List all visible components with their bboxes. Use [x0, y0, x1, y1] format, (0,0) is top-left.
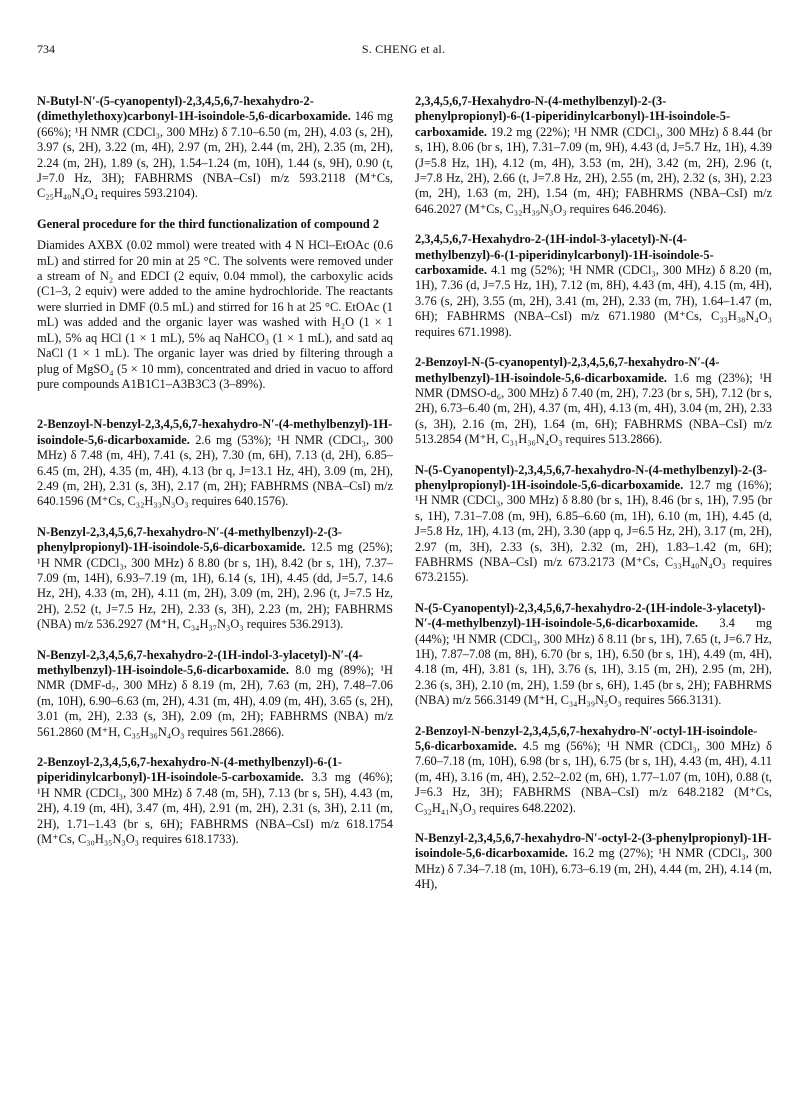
compound-entry [415, 831, 772, 893]
compound-name: N-Benzyl-2,3,4,5,6,7-hexahydro-N′-octyl-2-(3-phenylpropionyl)-1H-isoindole-5,6-dicarboxamide. [415, 831, 772, 861]
page-header [0, 42, 807, 58]
compound-entry [37, 755, 393, 847]
compound-name: 2-Benzoyl-N-(5-cyanopentyl)-2,3,4,5,6,7-hexahydro-N′-(4-methylbenzyl)-1H-isoindole-5,6-dicarboxamide. [415, 355, 720, 385]
compound-data: 2.6 mg (53%); ¹H NMR (CDCl₃, 300 MHz) δ 7.48 (m, 4H), 7.41 (s, 2H), 7.30 (m, 6H), 7.13 (d, 2H), 6.85–6.45 (m, 2H), 4.35 (m, 4H), 4.13 (br q, J=13.1 Hz, 4H), 3.09 (m, 2H), 2.49 (m, 2H), 2.31 (s, 3H), 2.17 (m, 2H); FABHRMS (NBA–CsI) m/z 640.1596 (M⁺Cs, C₃₂H₃₃N₃O₃ requires 640.1576). [37, 432, 393, 509]
compound-data: 19.2 mg (22%); ¹H NMR (CDCl₃, 300 MHz) δ 8.44 (br s, 1H), 8.06 (br s, 1H), 7.31–7.09 (m, 9H), 4.43 (d, J=5.7 Hz, 1H), 4.39 (J=5.8 Hz, 1H), 4.12 (m, 4H), 3.53 (m, 2H), 3.42 (m, 2H), 2.96 (t, J=7.8 Hz, 2H), 2.66 (t, J=7.8 Hz, 2H), 2.55 (m, 2H), 2.32 (s, 3H), 2.23 (m, 2H), 1.63 (m, 2H), 1.54 (m, 4H); FABHRMS (NBA–CsI) m/z 646.2027 (M⁺Cs, C₃₂H₃₉N₃O₃ requires 646.2046). [415, 124, 772, 216]
compound-data: 4.5 mg (56%); ¹H NMR (CDCl₃, 300 MHz) δ 7.60–7.18 (m, 10H), 6.98 (br s, 1H), 6.75 (br s, 1H), 4.43 (m, 4H), 4.11 (m, 4H), 3.16 (m, 4H), 2.52–2.02 (m, 6H), 1.77–1.07 (m, 10H), 0.88 (t, J=6.3 Hz, 3H); FABHRMS (NBA–CsI) m/z 648.2182 (M⁺Cs, C₃₂H₄₁N₃O₃ requires 648.2202). [415, 739, 772, 815]
compound-name: 2-Benzoyl-N-benzyl-2,3,4,5,6,7-hexahydro-N′-octyl-1H-isoindole-5,6-dicarboxamide. [415, 723, 758, 754]
compound-data: 3.3 mg (46%); ¹H NMR (CDCl₃, 300 MHz) δ 7.48 (m, 5H), 7.13 (br s, 5H), 4.43 (m, 2H), 4.19 (m, 4H), 3.47 (m, 4H), 2.91 (m, 2H), 2.31 (s, 3H), 2.11 (m, 2H), 1.71–1.43 (br s, 6H); FABHRMS (NBA–CsI) m/z 618.1754 (M⁺Cs, C₃₀H₃₅N₃O₃ requires 618.1733). [37, 770, 393, 847]
compound-entry [415, 463, 772, 586]
compound-data: 12.5 mg (25%); ¹H NMR (CDCl₃, 300 MHz) δ 8.80 (br s, 1H), 8.42 (br s, 1H), 7.37–7.09 (m, 14H), 6.93–7.19 (m, 1H), 6.14 (s, 1H), 4.45 (dd, J=5.7, 14.6 Hz, 2H), 4.33 (m, 2H), 4.11 (m, 2H), 3.09 (m, 2H), 2.96 (t, J=7.5 Hz, 2H), 2.52 (t, J=7.5 Hz, 2H), 2.33 (s, 3H), 2.23 (m, 2H); FABHRMS (NBA) m/z 536.2927 (M⁺H, C₃₄H₃₇N₃O₃ requires 536.2913). [37, 540, 393, 632]
compound-name: N-Butyl-N′-(5-cyanopentyl)-2,3,4,5,6,7-hexahydro-2-(dimethylethoxy)carbonyl-1H-isoindole-5,6-dicarboxamide. [37, 94, 351, 124]
compound-data: 8.0 mg (89%); ¹H NMR (DMF-d₇, 300 MHz) δ 8.19 (m, 2H), 7.63 (m, 2H), 7.48–7.06 (m, 10H), 6.90–6.63 (m, 2H), 4.31 (m, 4H), 4.09 (m, 4H), 3.65 (s, 2H), 3.01 (m, 2H), 2.33 (s, 3H), 2.09 (m, 2H); FABHRMS (NBA) m/z 561.2860 (M⁺H, C₃₅H₃₆N₄O₃ requires 561.2866). [37, 663, 393, 739]
running-head: S. CHENG et al. [361, 42, 446, 56]
compound-entry [415, 601, 772, 709]
compound-name: N-(5-Cyanopentyl)-2,3,4,5,6,7-hexahydro-2-(1H-indole-3-ylacetyl)-N′-(4-methylbenzyl)-1H-isoindole-5,6-dicarboxamide. [415, 600, 766, 631]
compound-name: N-Benzyl-2,3,4,5,6,7-hexahydro-2-(1H-indol-3-ylacetyl)-N′-(4-methylbenzyl)-1H-isoindole-5,6-dicarboxamide. [37, 647, 363, 677]
compound-name: N-(5-Cyanopentyl)-2,3,4,5,6,7-hexahydro-N-(4-methylbenzyl)-2-(3-phenylpropionyl)-1H-isoindole-5,6-dicarboxamide. [415, 462, 767, 492]
compound-name: 2-Benzoyl-2,3,4,5,6,7-hexahydro-N-(4-methylbenzyl)-6-(1-piperidinylcarbonyl)-1H-isoindole-5-carboxamide. [37, 755, 343, 785]
compound-entry [415, 232, 772, 340]
compound-data: 16.2 mg (27%); ¹H NMR (CDCl₃, 300 MHz) δ 7.34–7.18 (m, 10H), 6.73–6.19 (m, 2H), 4.44 (m, 2H), 4.14 (m, 4H), [415, 846, 772, 892]
compound-entry [37, 417, 393, 509]
section-heading: General procedure for the third functionalization of compound 2 [37, 216, 380, 231]
compound-name: N-Benzyl-2,3,4,5,6,7-hexahydro-N′-(4-methylbenzyl)-2-(3-phenylpropionyl)-1H-isoindole-5,6-dicarboxamide. [37, 524, 343, 555]
compound-data: 1.6 mg (23%); ¹H NMR (DMSO-d₆, 300 MHz) δ 7.40 (m, 2H), 7.23 (br s, 5H), 7.12 (br s, 2H), 6.73–6.40 (m, 2H), 4.37 (m, 4H), 4.13 (m, 4H), 3.04 (m, 2H), 2.33 (s, 3H), 2.16 (m, 2H), 1.64 (m, 6H); FABHRMS (NBA–CsI) m/z 513.2854 (M⁺H, C₃₁H₃₆N₄O₃ requires 513.2866). [415, 370, 772, 447]
compound-name: 2-Benzoyl-N-benzyl-2,3,4,5,6,7-hexahydro-N′-(4-methylbenzyl)-1H-isoindole-5,6-dicarboxamide. [37, 417, 393, 447]
compound-name: 2,3,4,5,6,7-Hexahydro-N-(4-methylbenzyl)-2-(3-phenylpropionyl)-6-(1-piperidinylcarbonyl)-1H-isoindole-5-carboxamide. [415, 94, 731, 139]
compound-entry [37, 94, 393, 202]
compound-data: 3.4 mg (44%); ¹H NMR (CDCl₃, 300 MHz) δ 8.11 (br s, 1H), 7.65 (t, J=6.7 Hz, 1H), 7.87–7.08 (m, 8H), 6.70 (br s, 1H), 6.50 (br s, 1H), 4.49 (m, 4H), 4.18 (m, 4H), 3.81 (s, 1H), 3.76 (s, 1H), 3.15 (m, 2H), 2.95 (m, 2H), 2.36 (s, 3H), 2.10 (m, 2H), 1.59 (br s, 6H), 1.45 (br s, 2H); FABHRMS (NBA) m/z 566.3149 (M⁺H, C₃₄H₃₉N₅O₃ requires 566.3131). [415, 616, 772, 708]
right-column [415, 94, 772, 908]
compound-entry [415, 724, 772, 816]
compound-data: 12.7 mg (16%); ¹H NMR (CDCl₃, 300 MHz) δ 8.80 (br s, 1H), 8.46 (br s, 1H), 7.95 (br s, 1H), 7.31–7.08 (m, 9H), 6.85–6.60 (m, 1H), 6.10 (m, 1H), 4.45 (d, J=5.8 Hz, 1H), 4.13 (m, 2H), 3.30 (app q, J=6.5 Hz, 2H), 3.17 (m, 2H), 2.97 (m, 3H), 2.33 (s, 3H), 2.32 (m, 2H), 1.83–1.42 (m, 6H); FABHRMS (NBA–CsI) m/z 673.2173 (M⁺Cs, C₃₃H₄₀N₄O₃ requires 673.2155). [415, 477, 772, 585]
compound-entry [37, 525, 393, 633]
procedure-text: Diamides AXBX (0.02 mmol) were treated with 4 N HCl–EtOAc (0.6 mL) and stirred for 20 min at 25 °C. The solvents were removed under a stream of N₂ and EDCI (2 equiv, 0.04 mmol), the carboxylic acids (C1–3, 2 equiv) were added to the amine hydrochloride. The reactants were slurried in DMF (0.5 mL) and stirred for 16 h at 25 °C. EtOAc (1 mL) was added and the organic layer was washed with H₂O (1 × 1 mL), 5% aq HCl (1 × 1 mL), 5% aq NaHCO₃ (1 × 1 mL), and satd aq NaCl (1 × 1 mL). The organic layer was dried by filtering through a plug of MgSO₄ (5 × 10 mm), concentrated and dried in vacuo to afford pure compounds A1B1C1–A3B3C3 (3–89%). [37, 238, 393, 391]
page-number: 734 [37, 42, 55, 56]
compound-name: 2,3,4,5,6,7-Hexahydro-2-(1H-indol-3-ylacetyl)-N-(4-methylbenzyl)-6-(1-piperidinylcarbonyl)-1H-isoindole-5-carboxamide. [415, 232, 714, 278]
compound-data: 4.1 mg (52%); ¹H NMR (CDCl₃, 300 MHz) δ 8.20 (m, 1H), 7.36 (d, J=7.5 Hz, 1H), 7.12 (m, 8H), 4.43 (m, 4H), 4.15 (m, 4H), 3.76 (s, 2H), 3.55 (m, 2H), 3.41 (m, 2H), 2.33 (m, 7H), 1.64–1.47 (m, 6H); FABHRMS (NBA–CsI) m/z 671.1980 (M⁺Cs, C₃₃H₃₈N₄O₃ requires 671.1998). [415, 263, 772, 339]
left-column [37, 94, 393, 862]
compound-entry [37, 648, 393, 740]
compound-entry [415, 355, 772, 447]
compound-entry [415, 94, 772, 217]
compound-data: 146 mg (66%); ¹H NMR (CDCl₃, 300 MHz) δ 7.10–6.50 (m, 2H), 4.03 (s, 2H), 3.97 (s, 2H), 3.22 (m, 4H), 2.97 (m, 2H), 2.44 (m, 2H), 2.35 (m, 2H), 2.24 (m, 2H), 1.89 (s, 2H), 1.54–1.24 (m, 10H), 1.44 (s, 9H), 0.90 (t, J=7.0 Hz, 3H); FABHRMS (NBA–CsI) m/z 593.2118 (M⁺Cs, C₂₅H₄₀N₄O₄ requires 593.2104). [37, 109, 393, 201]
